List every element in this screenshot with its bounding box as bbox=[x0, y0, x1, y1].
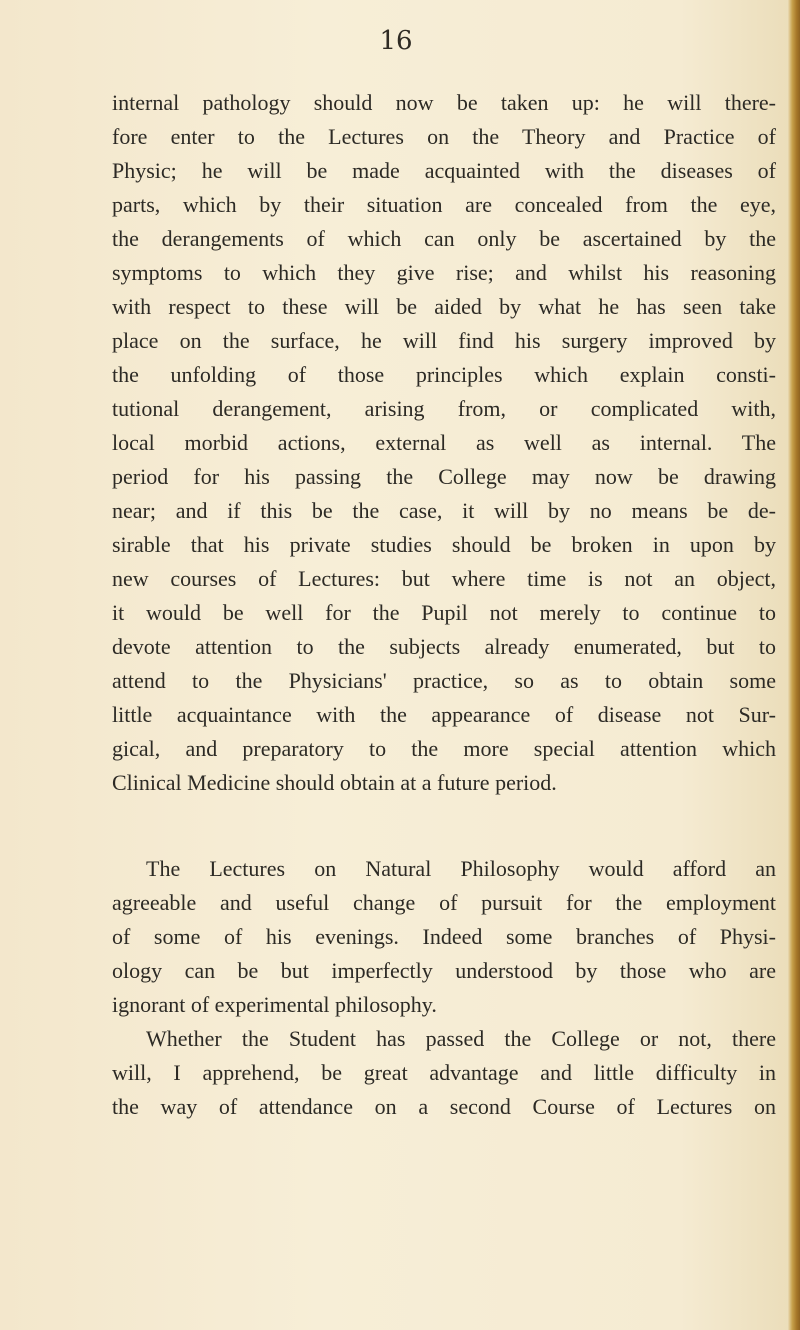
text-line: new courses of Lectures: but where time is not an object, bbox=[112, 566, 776, 591]
text-line: Clinical Medicine should obtain at a future period. bbox=[112, 770, 557, 795]
text-line: with respect to these will be aided by what he has seen take bbox=[112, 294, 776, 319]
text-line: period for his passing the College may now be drawing bbox=[112, 464, 776, 489]
text-line: ology can be but imperfectly understood by those who are bbox=[112, 958, 776, 983]
text-line: parts, which by their situation are concealed from the eye, bbox=[112, 192, 776, 217]
text-line: gical, and preparatory to the more special attention which bbox=[112, 736, 776, 761]
text-line: sirable that his private studies should be broken in upon by bbox=[112, 532, 776, 557]
page-edge bbox=[788, 0, 800, 1330]
text-line: ignorant of experimental philosophy. bbox=[112, 992, 437, 1017]
text-line: near; and if this be the case, it will by no means be de- bbox=[112, 498, 776, 523]
text-line: The Lectures on Natural Philosophy would afford an bbox=[146, 856, 776, 881]
text-line: local morbid actions, external as well as internal. The bbox=[112, 430, 776, 455]
paragraph-2 bbox=[112, 852, 776, 1124]
text-line: attend to the Physicians' practice, so as to obtain some bbox=[112, 668, 776, 693]
text-line: place on the surface, he will find his surgery improved by bbox=[112, 328, 776, 353]
page-number: 16 bbox=[379, 26, 413, 56]
text-line: the unfolding of those principles which explain consti- bbox=[112, 362, 776, 387]
text-line: Whether the Student has passed the College or not, there bbox=[146, 1026, 776, 1051]
text-line: symptoms to which they give rise; and whilst his reasoning bbox=[112, 260, 776, 285]
text-line: the derangements of which can only be ascertained by the bbox=[112, 226, 776, 251]
body-text bbox=[112, 86, 776, 1124]
paragraph-gap bbox=[112, 800, 776, 852]
text-line: devote attention to the subjects already enumerated, but to bbox=[112, 634, 776, 659]
text-line: Physic; he will be made acquainted with the diseases of bbox=[112, 158, 776, 183]
text-line: agreeable and useful change of pursuit for the employment bbox=[112, 890, 776, 915]
text-line: internal pathology should now be taken up: he will there- bbox=[112, 90, 776, 115]
text-line: the way of attendance on a second Course of Lectures on bbox=[112, 1094, 776, 1119]
text-line: will, I apprehend, be great advantage and little difficulty in bbox=[112, 1060, 776, 1085]
text-line: it would be well for the Pupil not merely to continue to bbox=[112, 600, 776, 625]
text-line: little acquaintance with the appearance of disease not Sur- bbox=[112, 702, 776, 727]
text-line: fore enter to the Lectures on the Theory and Practice of bbox=[112, 124, 776, 149]
text-line: tutional derangement, arising from, or complicated with, bbox=[112, 396, 776, 421]
text-line: of some of his evenings. Indeed some branches of Physi- bbox=[112, 924, 776, 949]
paragraph-1 bbox=[112, 86, 776, 800]
